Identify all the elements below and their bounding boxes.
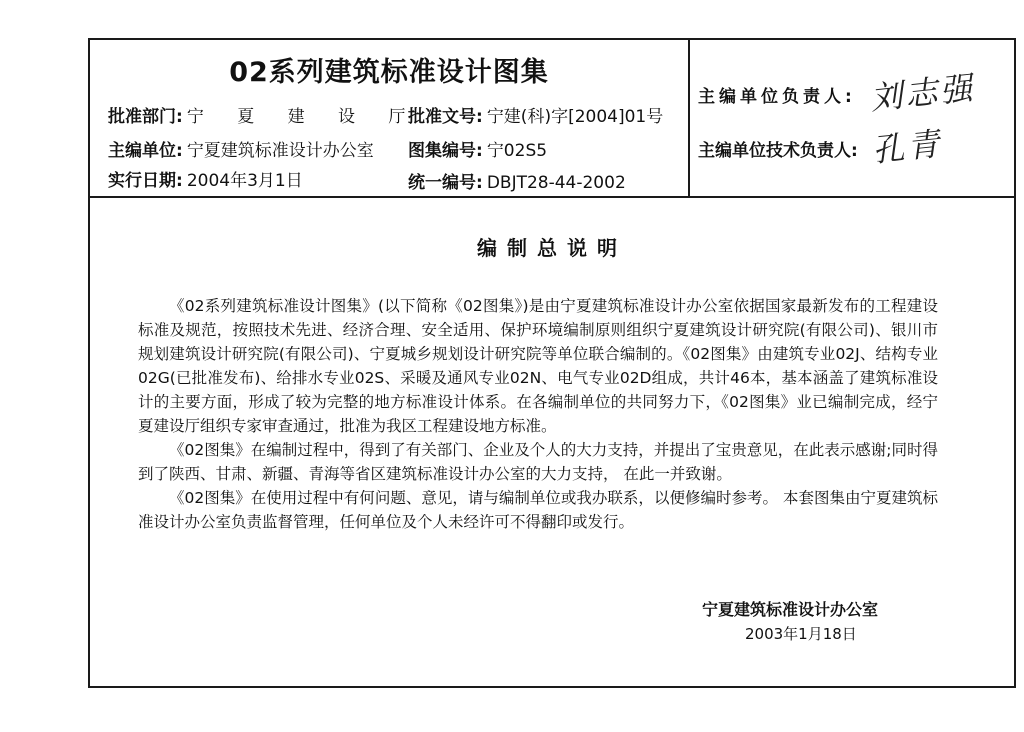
section-title: 编制总说明 xyxy=(477,236,627,260)
signing-organization: 宁夏建筑标准设计办公室 xyxy=(702,600,879,619)
approval-doc-row xyxy=(408,102,663,127)
atlas-no-row xyxy=(408,136,547,161)
paragraph-3: 《02图集》在使用过程中有何问题、意见，请与编制单位或我办联系，以便修编时参考。 本套图集由宁夏建筑标准设计办公室负责监督管理，任何单位及个人未经许可不得翻印或发行。 xyxy=(138,489,938,531)
tech-chief-signature: 孔青 xyxy=(870,124,945,170)
approval-dept-value: 宁 夏 建 设 厅 xyxy=(186,107,420,127)
unified-no-row xyxy=(408,168,626,193)
unified-no-value: DBJT28-44-2002 xyxy=(486,173,626,193)
paragraph-2: 《02图集》在编制过程中，得到了有关部门、企业及个人的大力支持，并提出了宝贵意见，在此表示感谢;同时得到了陕西、甘肃、新疆、青海等省区建筑标准设计办公室的大力支持， 在此一并致谢。 xyxy=(138,441,938,483)
signing-date: 2003年1月18日 xyxy=(745,625,857,643)
approval-dept-row xyxy=(108,102,419,127)
responsible-persons-panel xyxy=(690,40,1016,198)
description-body xyxy=(138,294,938,534)
atlas-no-label: 图集编号: xyxy=(408,141,483,161)
effective-date-value: 2004年3月1日 xyxy=(186,171,303,191)
document-frame xyxy=(88,38,1016,688)
chief-label: 主编单位负责人: xyxy=(698,87,856,107)
effective-date-label: 实行日期: xyxy=(108,171,183,191)
approval-doc-value: 宁建(科)字[2004]01号 xyxy=(486,107,664,127)
approval-doc-label: 批准文号: xyxy=(408,107,483,127)
editor-unit-value: 宁夏建筑标准设计办公室 xyxy=(186,141,374,161)
chief-signature: 刘志强 xyxy=(868,68,977,118)
header-info-panel xyxy=(90,40,690,198)
tech-chief-label: 主编单位技术负责人: xyxy=(698,141,858,161)
atlas-no-value: 宁02S5 xyxy=(486,141,548,161)
page-title: 02系列建筑标准设计图集 xyxy=(229,57,549,88)
effective-date-row xyxy=(108,166,303,191)
approval-dept-label: 批准部门: xyxy=(108,107,183,127)
unified-no-label: 统一编号: xyxy=(408,173,483,193)
editor-unit-label: 主编单位: xyxy=(108,141,183,161)
editor-unit-row xyxy=(108,136,374,161)
paragraph-1: 《02系列建筑标准设计图集》(以下简称《02图集》)是由宁夏建筑标准设计办公室依据国家最新发布的工程建设标准及规范，按照技术先进、经济合理、安全适用、保护环境编制原则组织宁夏建筑设计研究院(有限公司)、银川市规划建筑设计研究院(有限公司)、宁夏城乡规划设计研究院等单位联合编制的。《02图集》由建筑专业02J、结构专业02G(已批准发布)、给排水专业02S、采暖及通风专业02N、电气专业02D组成，共计46本，基本涵盖了建筑标准设计的主要方面，形成了较为完整的地方标准设计体系。在各编制单位的共同努力下，《02图集》业已编制完成，经宁夏建设厅组织专家审查通过，批准为我区工程建设地方标准。 xyxy=(138,297,938,435)
